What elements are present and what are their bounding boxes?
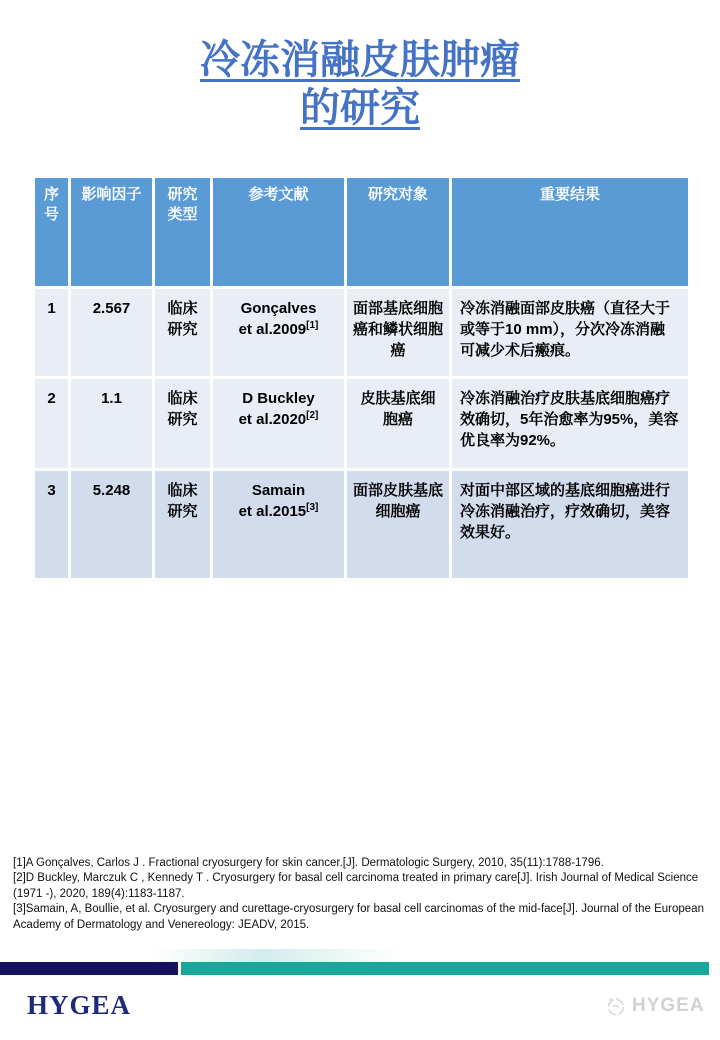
col-header-study-type: 研究类型 <box>155 178 213 289</box>
cell-study-type: 临床研究 <box>155 289 213 379</box>
cell-study-type: 临床研究 <box>155 471 213 581</box>
reference-item: [1]A Gonçalves, Carlos J . Fractional cryosurgery for skin cancer.[J]. Dermatologic Surgery, 2010, 35(11):1788-1796. <box>13 857 604 869</box>
footer-bar-navy <box>0 962 178 975</box>
table-row <box>35 471 688 581</box>
slide-title <box>0 36 720 132</box>
cell-study-type: 临床研究 <box>155 379 213 471</box>
hygea-watermark <box>605 993 705 1019</box>
cell-result: 冷冻消融治疗皮肤基底细胞癌疗效确切，5年治愈率为95%，美容优良率为92%。 <box>452 379 688 471</box>
cell-reference: Samain et al.2015[3] <box>213 471 347 581</box>
col-header-impact-factor: 影响因子 <box>71 178 155 289</box>
table-row <box>35 379 688 471</box>
hygea-watermark-icon <box>605 995 627 1017</box>
references-block <box>13 856 715 933</box>
cell-impact-factor: 5.248 <box>71 471 155 581</box>
cell-result: 对面中部区域的基底细胞癌进行冷冻消融治疗，疗效确切，美容效果好。 <box>452 471 688 581</box>
table-row <box>35 289 688 379</box>
cell-no: 3 <box>35 471 71 581</box>
reference-item: [2]D Buckley, Marczuk C , Kennedy T . Cryosurgery for basal cell carcinoma treated in primary care[J]. Irish Journal of Medical Science (1971 -), 2020, 189(4):1183-1187. <box>13 872 699 900</box>
col-header-subject: 研究对象 <box>347 178 452 289</box>
col-header-no: 序号 <box>35 178 71 289</box>
study-table <box>35 178 688 581</box>
header-row <box>35 178 688 289</box>
hygea-watermark-label: HYGEA <box>632 995 705 1016</box>
cell-no: 2 <box>35 379 71 471</box>
hygea-logo: HYGEA <box>27 990 132 1020</box>
cell-impact-factor: 1.1 <box>71 379 155 471</box>
cell-no: 1 <box>35 289 71 379</box>
slide-title-line1: 冷冻消融皮肤肿瘤 <box>200 38 520 82</box>
cell-reference: D Buckley et al.2020[2] <box>213 379 347 471</box>
col-header-key-result: 重要结果 <box>452 178 688 289</box>
cell-result: 冷冻消融面部皮肤癌（直径大于或等于10 mm），分次冷冻消融可减少术后瘢痕。 <box>452 289 688 379</box>
cell-subject: 面部皮肤基底细胞癌 <box>347 471 452 581</box>
col-header-reference: 参考文献 <box>213 178 347 289</box>
cell-reference: Gonçalves et al.2009[1] <box>213 289 347 379</box>
cell-impact-factor: 2.567 <box>71 289 155 379</box>
footer-bar-teal <box>181 962 709 975</box>
slide-title-line2: 的研究 <box>300 86 420 130</box>
cell-subject: 皮肤基底细胞癌 <box>347 379 452 471</box>
footer-bar-glow <box>150 949 400 963</box>
reference-item: [3]Samain, A, Boullie, et al. Cryosurgery and curettage-cryosurgery for basal cell carcinomas of the mid-face[J]. Journal of the European Academy of Dermatology and Venereology: JEADV, 2015. <box>13 903 704 931</box>
cell-subject: 面部基底细胞癌和鳞状细胞癌 <box>347 289 452 379</box>
